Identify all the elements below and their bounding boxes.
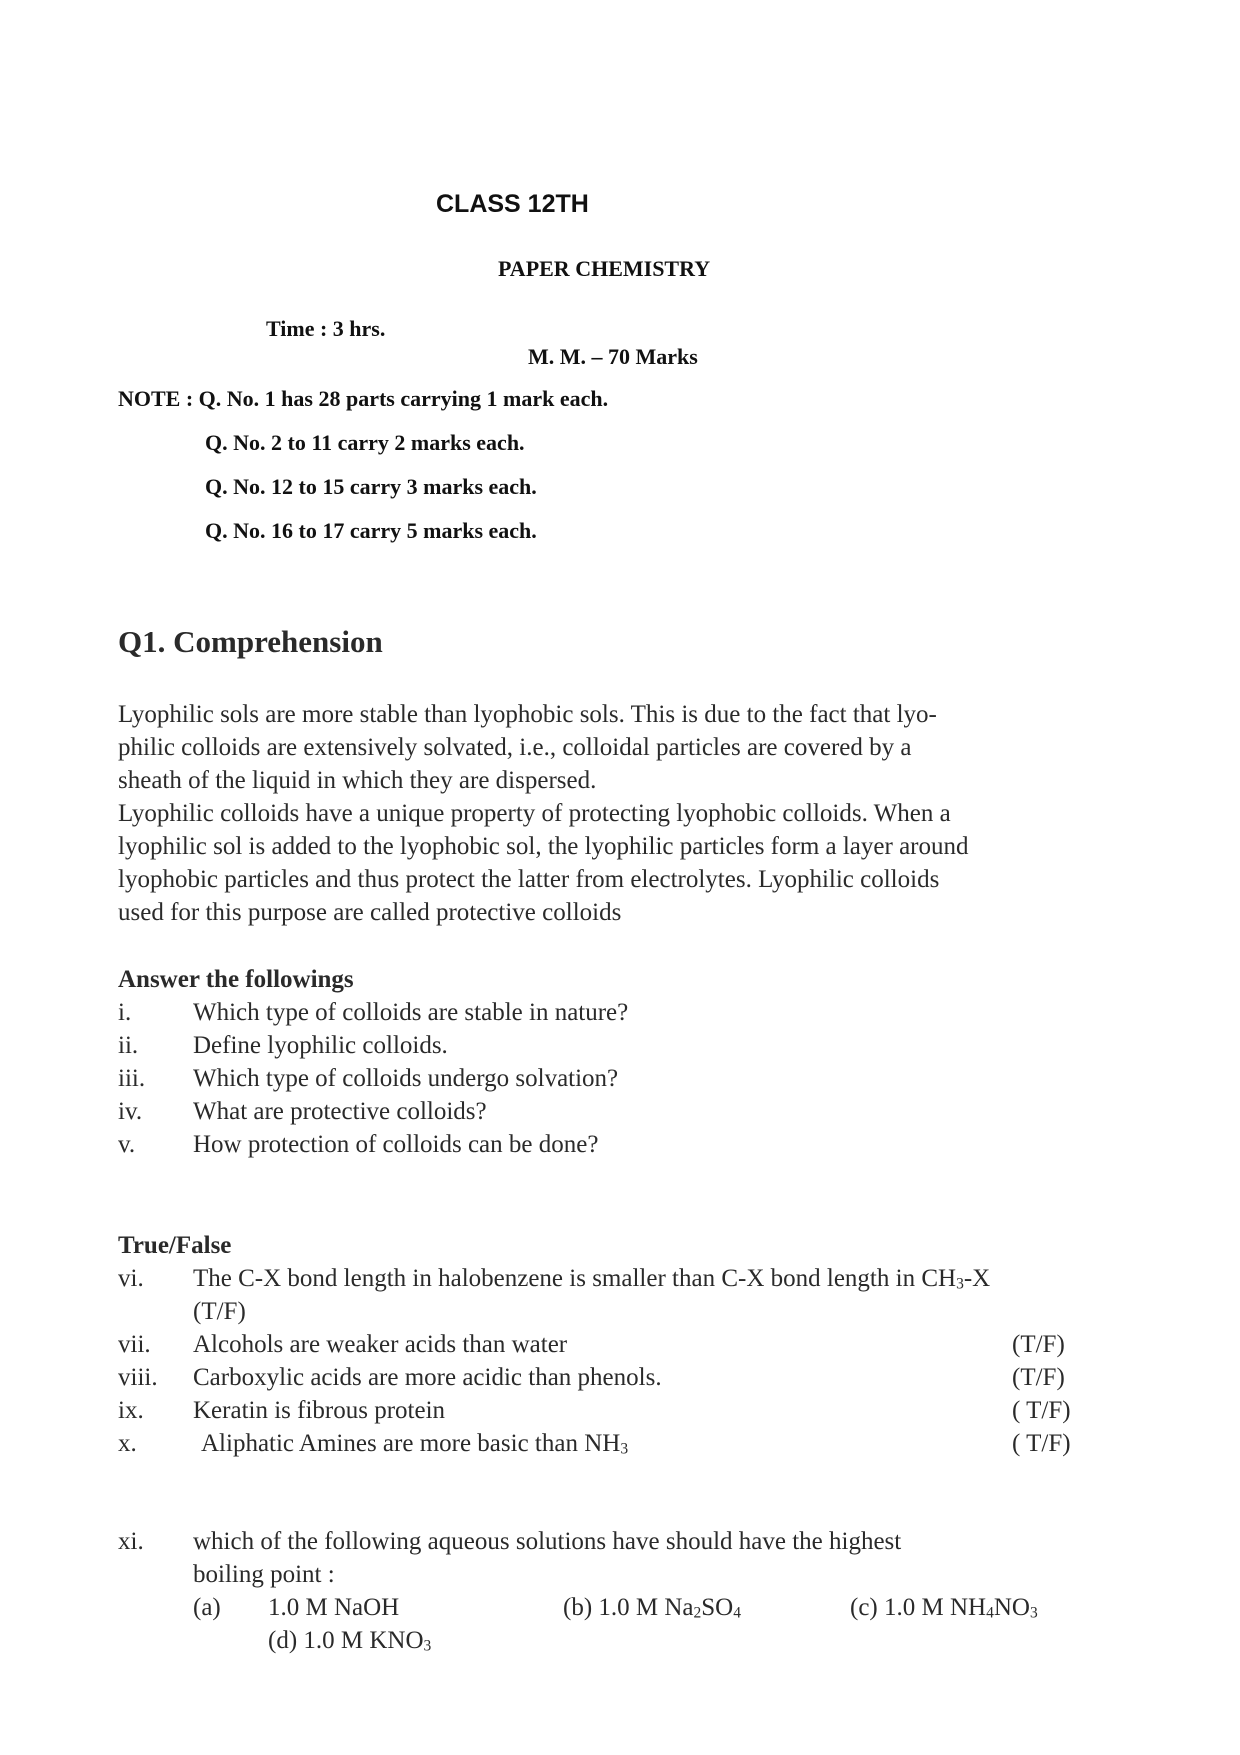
option-a-label: (a) [193, 1594, 221, 1621]
option-part: (c) 1.0 M NH [850, 1594, 987, 1621]
passage-line: used for this purpose are called protective colloids [118, 899, 622, 926]
question-number: iv. [118, 1098, 143, 1125]
option-a: 1.0 M NaOH [268, 1594, 400, 1621]
max-marks-label: M. M. – 70 Marks [528, 344, 698, 369]
note-line-4: Q. No. 16 to 17 carry 5 marks each. [205, 518, 537, 543]
tf-marker: ( T/F) [1012, 1430, 1071, 1457]
question-text: What are protective colloids? [193, 1098, 487, 1125]
passage-line: lyophilic sol is added to the lyophobic sol, the lyophilic particles form a layer around [118, 833, 969, 860]
subscript: 3 [956, 1275, 964, 1293]
question-text: Which type of colloids are stable in nature? [193, 999, 629, 1026]
subscript: 3 [1029, 1604, 1038, 1622]
true-false-heading: True/False [118, 1232, 232, 1259]
question-number: ii. [118, 1032, 139, 1059]
passage-line: Lyophilic colloids have a unique property of protecting lyophobic colloids. When a [118, 800, 951, 827]
tf-marker: ( T/F) [1012, 1397, 1071, 1424]
tf-marker: (T/F) [1012, 1331, 1065, 1358]
paper-title: PAPER CHEMISTRY [498, 256, 711, 281]
question-number: xi. [118, 1528, 144, 1555]
option-part: SO [701, 1594, 734, 1621]
tf-text-part: The C-X bond length in halobenzene is smaller than C-X bond length in CH [193, 1265, 957, 1292]
passage-line: sheath of the liquid in which they are dispersed. [118, 767, 597, 794]
option-d [268, 1627, 431, 1655]
tf-marker: (T/F) [193, 1298, 246, 1325]
note-line-2: Q. No. 2 to 11 carry 2 marks each. [205, 430, 525, 455]
answer-heading: Answer the followings [118, 966, 354, 993]
note-line-1: NOTE : Q. No. 1 has 28 parts carrying 1 mark each. [118, 386, 609, 411]
question-text [201, 1430, 628, 1458]
question-number: iii. [118, 1065, 146, 1092]
question-number: v. [118, 1131, 136, 1158]
tf-text-part: -X [963, 1265, 991, 1292]
question-text: boiling point : [193, 1561, 335, 1588]
passage-line: lyophobic particles and thus protect the latter from electrolytes. Lyophilic colloids [118, 866, 940, 893]
class-title: CLASS 12TH [436, 190, 589, 218]
question-number: x. [118, 1430, 137, 1457]
option-part: (d) 1.0 M KNO [268, 1627, 424, 1654]
question-text: Keratin is fibrous protein [193, 1397, 446, 1424]
tf-text-part: Aliphatic Amines are more basic than NH [201, 1430, 621, 1457]
passage-line: philic colloids are extensively solvated, i.e., colloidal particles are covered by a [118, 734, 912, 761]
time-label: Time : 3 hrs. [266, 316, 386, 341]
question-number: vi. [118, 1265, 144, 1292]
question-number: i. [118, 999, 132, 1026]
q1-heading: Q1. Comprehension [118, 624, 383, 659]
passage-line: Lyophilic sols are more stable than lyophobic sols. This is due to the fact that lyo- [118, 701, 937, 728]
option-b [563, 1594, 741, 1622]
question-text: Alcohols are weaker acids than water [193, 1331, 568, 1358]
question-number: vii. [118, 1331, 151, 1358]
option-part: NO [993, 1594, 1030, 1621]
question-text [193, 1265, 990, 1293]
subscript: 4 [733, 1604, 741, 1622]
question-text: Carboxylic acids are more acidic than phenols. [193, 1364, 662, 1391]
question-number: viii. [118, 1364, 158, 1391]
question-text: Which type of colloids undergo solvation? [193, 1065, 619, 1092]
subscript: 3 [620, 1440, 629, 1458]
subscript: 4 [986, 1604, 994, 1622]
subscript: 2 [693, 1604, 702, 1622]
option-c [850, 1594, 1038, 1622]
note-line-3: Q. No. 12 to 15 carry 3 marks each. [205, 474, 537, 499]
question-text: How protection of colloids can be done? [193, 1131, 599, 1158]
subscript: 3 [423, 1637, 432, 1655]
question-text: Define lyophilic colloids. [193, 1032, 448, 1059]
option-part: (b) 1.0 M Na [563, 1594, 694, 1621]
question-text: which of the following aqueous solutions have should have the highest [193, 1528, 902, 1555]
tf-marker: (T/F) [1012, 1364, 1065, 1391]
question-number: ix. [118, 1397, 144, 1424]
